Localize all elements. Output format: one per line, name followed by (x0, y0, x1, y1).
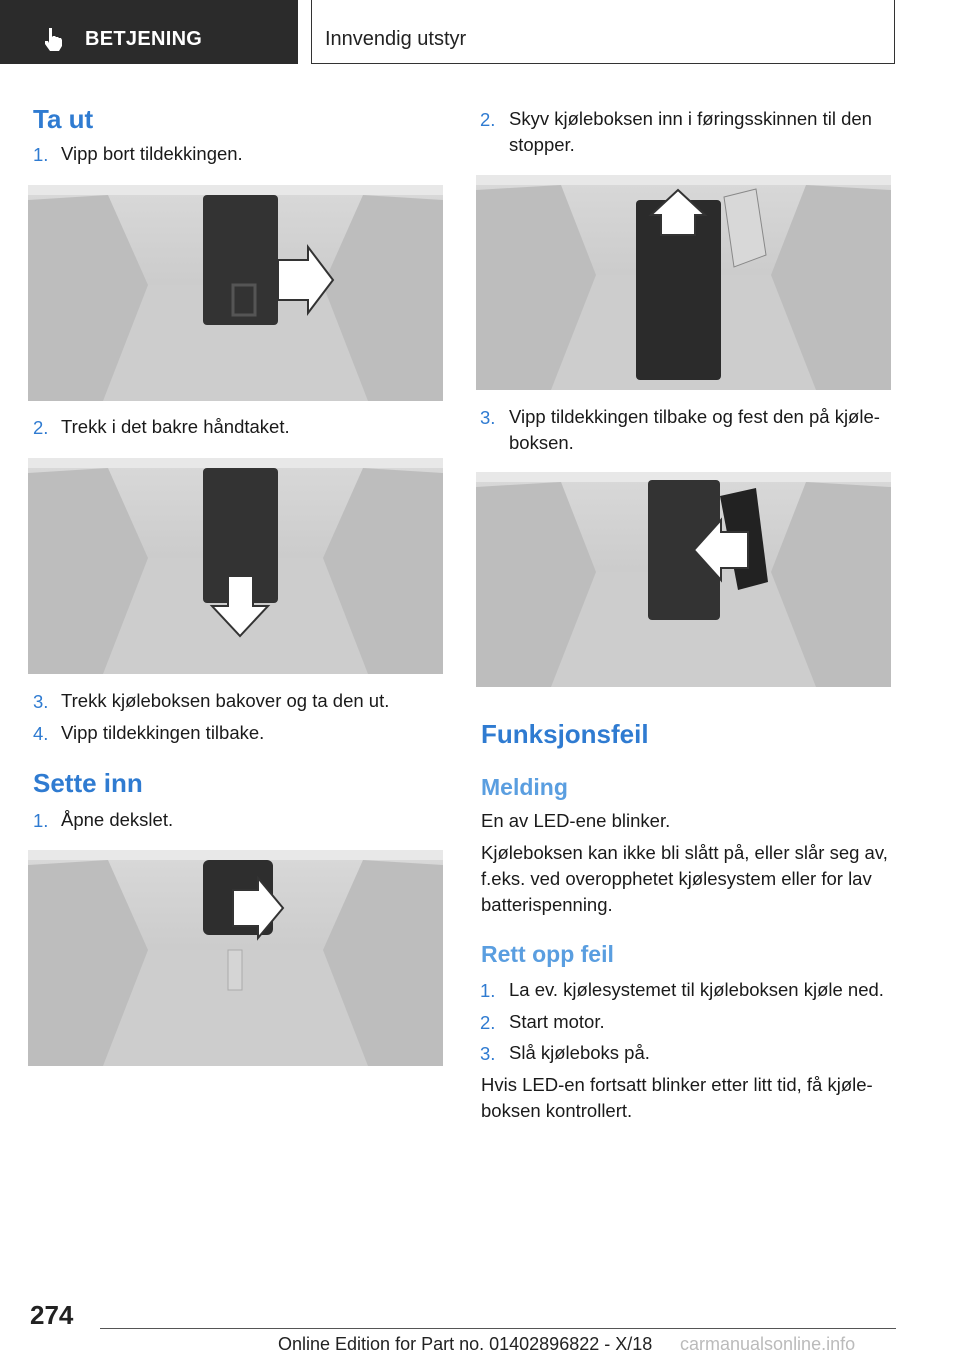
step-text: Skyv kjøleboksen inn i føringsskinnen til den (509, 108, 872, 129)
footer-edition: Online Edition for Part no. 01402896822 - X/18 (278, 1334, 653, 1354)
step-number: 4. (33, 723, 49, 744)
message-text: En av LED-ene blinker. (481, 810, 671, 831)
step-text-continued: boksen. (509, 432, 574, 453)
step-number: 2. (33, 417, 49, 438)
step-text: Vipp tildekkingen tilbake. (61, 722, 265, 743)
header-title: Innvendig utstyr (325, 28, 467, 50)
step-text-continued: stopper. (509, 134, 575, 155)
footer-divider (100, 1328, 896, 1329)
illustration-remove-step-2 (28, 458, 443, 674)
step-text: Åpne dekslet. (61, 809, 174, 830)
step-text: Trekk i det bakre håndtaket. (61, 416, 290, 437)
step-number: 1. (33, 810, 49, 831)
fix-paragraph-line: boksen kontrollert. (481, 1100, 633, 1121)
step-text: Trekk kjøleboksen bakover og ta den ut. (61, 690, 390, 711)
step-number: 2. (480, 1012, 496, 1033)
step-number: 3. (33, 691, 49, 712)
illustration-insert-step-1 (28, 850, 443, 1066)
step-text: Vipp tildekkingen tilbake og fest den på kjøle- (509, 406, 880, 427)
step-number: 3. (480, 407, 496, 428)
step-text: Start motor. (509, 1011, 605, 1032)
illustration-remove-step-1 (28, 185, 443, 401)
heading-remove: Ta ut (33, 104, 94, 134)
fix-paragraph-line: Hvis LED-en fortsatt blinker etter litt tid, få kjøle- (481, 1074, 873, 1095)
message-paragraph-line: Kjøleboksen kan ikke bli slått på, eller slår seg av, (481, 842, 888, 863)
step-number: 1. (33, 144, 49, 165)
illustration-insert-step-3 (476, 472, 891, 687)
message-paragraph-line: f.eks. ved overopphetet kjølesystem eller for lav (481, 868, 872, 889)
heading-insert: Sette inn (33, 768, 143, 798)
illustration-insert-step-2 (476, 175, 891, 390)
step-number: 1. (480, 980, 496, 1001)
heading-message: Melding (481, 774, 568, 800)
heading-fix: Rett opp feil (481, 941, 614, 967)
page-number: 274 (30, 1300, 74, 1330)
step-number: 2. (480, 109, 496, 130)
step-number: 3. (480, 1043, 496, 1064)
step-text: Slå kjøleboks på. (509, 1042, 650, 1063)
step-text: La ev. kjølesystemet til kjøleboksen kjøle ned. (509, 979, 884, 1000)
message-paragraph-line: batterispenning. (481, 894, 613, 915)
heading-malfunction: Funksjonsfeil (481, 719, 649, 749)
step-text: Vipp bort tildekkingen. (61, 143, 243, 164)
hand-pointer-icon (40, 26, 66, 52)
footer-watermark: carmanualsonline.info (680, 1334, 856, 1354)
header-section-label: BETJENING (85, 28, 203, 50)
